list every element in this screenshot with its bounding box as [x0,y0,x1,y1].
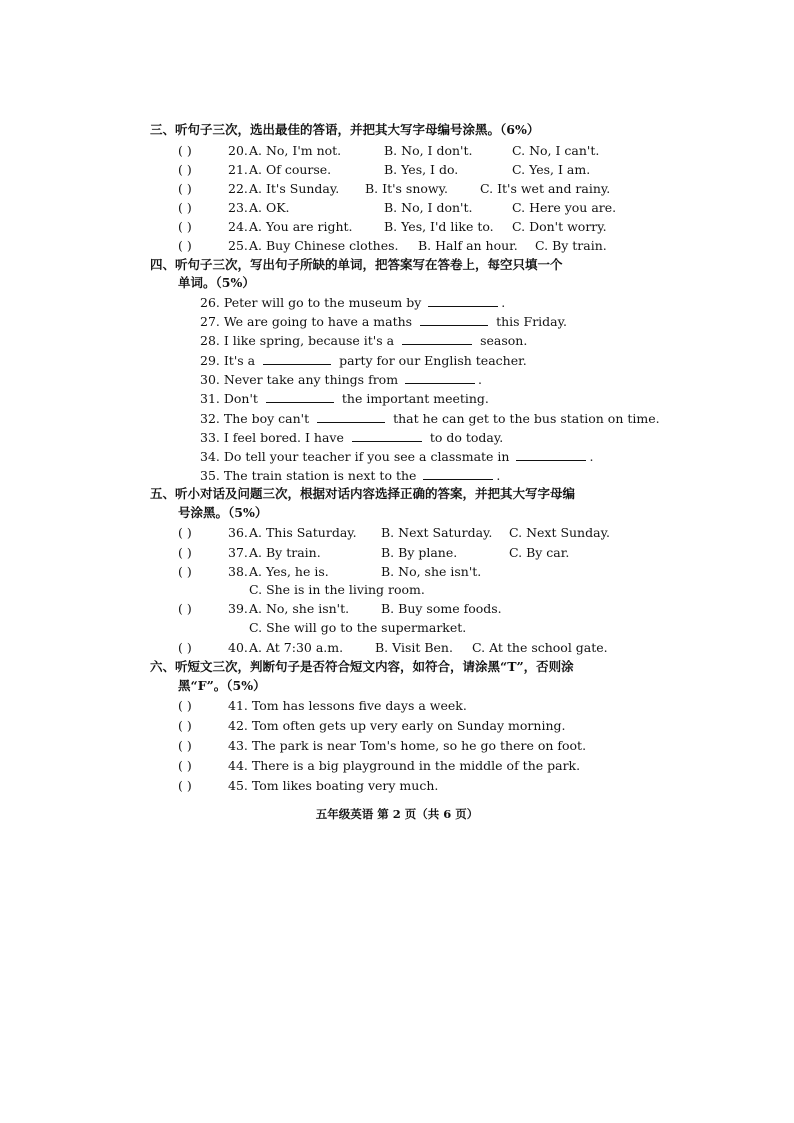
sentence-start: 27. We are going to have a maths [200,314,413,329]
answer-paren[interactable]: ( ) [178,162,192,177]
option-c: C. She is in the living room. [249,582,425,597]
option-b: B. Yes, I do. [384,162,459,177]
option-c: C. It's wet and rainy. [480,181,611,196]
question-number: 23. [228,200,248,215]
sentence-start: 31. Don't [200,391,258,406]
answer-blank[interactable] [420,313,488,326]
question-number: 36. [228,525,248,540]
fill-blank-item-29 [200,352,527,369]
answer-blank[interactable] [402,332,472,345]
sentence-end: season. [480,333,528,348]
option-a: A. No, she isn't. [249,601,350,616]
option-a: A. Buy Chinese clothes. [249,238,399,253]
option-b: B. Yes, I'd like to. [384,219,494,234]
question-number: 38. [228,564,248,579]
sentence-end: to do today. [429,430,504,445]
question-number: 20. [228,143,248,158]
answer-paren[interactable]: ( ) [178,564,192,579]
answer-paren[interactable]: ( ) [178,181,192,196]
answer-paren[interactable]: ( ) [178,200,192,215]
option-c: C. She will go to the supermarket. [249,620,467,635]
option-b: B. Buy some foods. [381,601,502,616]
answer-paren[interactable]: ( ) [178,601,192,616]
fill-blank-item-28 [200,332,527,349]
statement-text: 43. The park is near Tom's home, so he go there on foot. [228,738,587,753]
option-a: A. You are right. [249,219,353,234]
question-number: 21. [228,162,248,177]
answer-paren[interactable]: ( ) [178,545,192,560]
option-a: A. This Saturday. [249,525,357,540]
question-number: 40. [228,640,248,655]
question-number: 25. [228,238,248,253]
option-c: C. By car. [509,545,570,560]
answer-paren[interactable]: ( ) [178,143,192,158]
option-a: A. At 7:30 a.m. [249,640,344,655]
option-a: A. It's Sunday. [249,181,340,196]
answer-blank[interactable] [428,294,498,307]
statement-text: 44. There is a big playground in the middle of the park. [228,758,581,773]
option-b: B. No, I don't. [384,143,473,158]
section6-heading-line2: 黑“F”。（5%） [178,678,266,693]
option-c: C. At the school gate. [472,640,608,655]
option-b: B. No, she isn't. [381,564,482,579]
sentence-start: 29. It's a [200,353,256,368]
option-b: B. It's snowy. [365,181,448,196]
option-b: B. Visit Ben. [375,640,453,655]
fill-blank-item-27 [200,313,567,330]
fill-blank-item-32 [200,410,660,427]
answer-blank[interactable] [263,352,331,365]
answer-paren[interactable]: ( ) [178,238,192,253]
answer-blank[interactable] [516,448,586,461]
sentence-end: . [589,449,594,464]
statement-text: 42. Tom often gets up very early on Sunday morning. [228,718,566,733]
section6-heading-line1: 六、听短文三次，判断句子是否符合短文内容，如符合，请涂黑“T”，否则涂 [150,659,574,674]
sentence-start: 33. I feel bored. I have [200,430,344,445]
option-c: C. Don't worry. [512,219,607,234]
answer-paren[interactable]: ( ) [178,640,192,655]
option-a: A. By train. [249,545,321,560]
answer-blank[interactable] [405,371,475,384]
answer-paren[interactable]: ( ) [178,778,192,793]
option-b: B. By plane. [381,545,458,560]
answer-paren[interactable]: ( ) [178,758,192,773]
section5-heading-line2: 号涂黑。（5%） [178,505,268,520]
sentence-end: the important meeting. [341,391,489,406]
question-number: 24. [228,219,248,234]
sentence-start: 35. The train station is next to the [200,468,417,483]
sentence-start: 32. The boy can't [200,411,310,426]
sentence-end: party for our English teacher. [339,353,527,368]
answer-blank[interactable] [266,390,334,403]
sentence-end: . [478,372,483,387]
statement-text: 45. Tom likes boating very much. [228,778,439,793]
question-number: 22. [228,181,248,196]
answer-paren[interactable]: ( ) [178,698,192,713]
option-c: C. No, I can't. [512,143,600,158]
sentence-start: 34. Do tell your teacher if you see a classmate in [200,449,510,464]
sentence-end: this Friday. [496,314,567,329]
answer-paren[interactable]: ( ) [178,718,192,733]
question-number: 39. [228,601,248,616]
answer-blank[interactable] [423,467,493,480]
sentence-end: . [496,468,501,483]
fill-blank-item-26 [200,294,505,311]
sentence-start: 28. I like spring, because it's a [200,333,395,348]
answer-paren[interactable]: ( ) [178,525,192,540]
answer-paren[interactable]: ( ) [178,219,192,234]
sentence-start: 26. Peter will go to the museum by [200,295,422,310]
sentence-start: 30. Never take any things from [200,372,399,387]
option-c: C. By train. [535,238,607,253]
option-a: A. Yes, he is. [249,564,329,579]
answer-paren[interactable]: ( ) [178,738,192,753]
option-a: A. OK. [249,200,290,215]
section4-heading-line1: 四、听句子三次，写出句子所缺的单词，把答案写在答卷上，每空只填一个 [150,257,563,272]
option-c: C. Here you are. [512,200,617,215]
fill-blank-item-31 [200,390,489,407]
fill-blank-item-33 [200,429,503,446]
question-number: 37. [228,545,248,560]
option-a: A. No, I'm not. [249,143,342,158]
option-c: C. Next Sunday. [509,525,610,540]
sentence-end: that he can get to the bus station on time. [393,411,660,426]
fill-blank-item-34 [200,448,593,465]
option-b: B. No, I don't. [384,200,473,215]
statement-text: 41. Tom has lessons five days a week. [228,698,467,713]
option-b: B. Next Saturday. [381,525,493,540]
fill-blank-item-35 [200,467,500,484]
answer-blank[interactable] [352,429,422,442]
section5-heading-line1: 五、听小对话及问题三次，根据对话内容选择正确的答案，并把其大写字母编 [150,486,576,501]
section4-heading-line2: 单词。（5%） [178,275,255,290]
page-footer: 五年级英语 第 2 页（共 6 页） [315,807,479,821]
answer-blank[interactable] [317,410,385,423]
option-b: B. Half an hour. [418,238,518,253]
fill-blank-item-30 [200,371,482,388]
sentence-end: . [501,295,506,310]
section3-heading: 三、听句子三次，选出最佳的答语，并把其大写字母编号涂黑。（6%） [150,122,540,137]
option-a: A. Of course. [249,162,332,177]
option-c: C. Yes, I am. [512,162,591,177]
